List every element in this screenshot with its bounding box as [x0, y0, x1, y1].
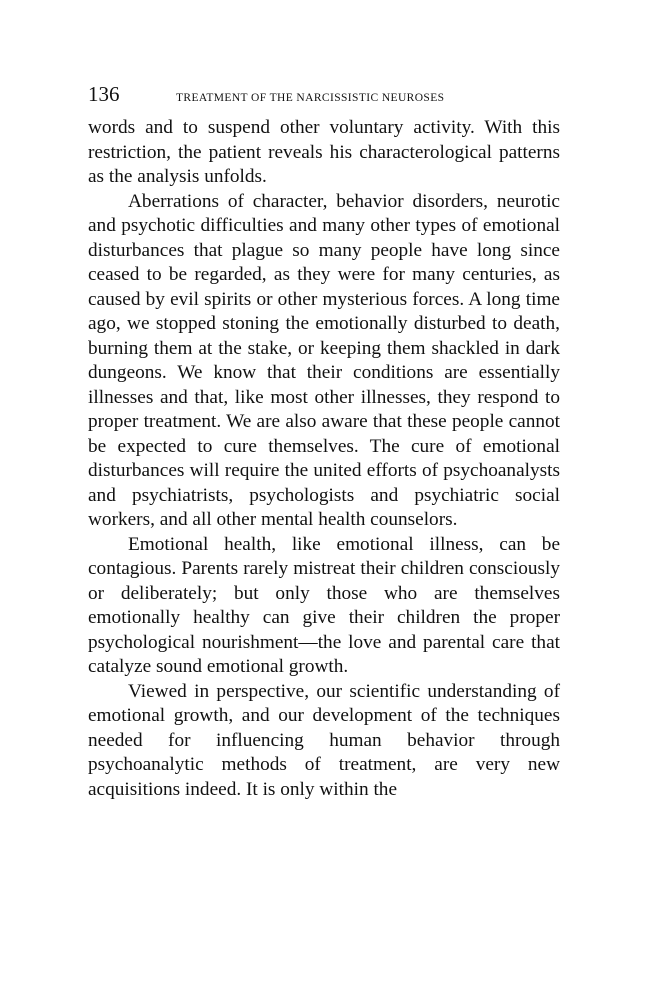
paragraph-emotional-health: Emotional health, like emotional illness, can be contagious. Parents rarely mistreat their children consciously or deliberately; but only those who are themselves emotionally healthy can give their children the proper psychological nourishment—the love and parental care that catalyze sound emotional growth.: [88, 533, 560, 677]
paragraph-aberrations: Aberrations of character, behavior disorders, neurotic and psychotic difficulties and many other types of emotional disturbances that plague so many people have long since ceased to be regarded, as they were for many centuries, as caused by evil spirits or other mysterious forces. A long time ago, we stopped stoning the emotionally disturbed to death, burning them at the stake, or keeping them shackled in dark dungeons. We know that their conditions are essentially illnesses and that, like most other illnesses, they respond to proper treatment. We are also aware that these people cannot be expected to cure themselves. The cure of emotional disturbances will require the united efforts of psychoanalysts and psychiatrists, psychologists and psychiatric social workers, and all other mental health counselors.: [88, 190, 560, 530]
paragraph-continuation: words and to suspend other voluntary activity. With this restriction, the patient reveals his characterological patterns as the analysis unfolds.: [88, 117, 560, 187]
book-page: [88, 82, 560, 802]
page-number: 136: [88, 82, 120, 106]
running-header: [88, 82, 560, 112]
running-title: TREATMENT OF THE NARCISSISTIC NEUROSES: [176, 92, 445, 104]
body-text: [88, 116, 560, 802]
paragraph-perspective: Viewed in perspective, our scientific understanding of emotional growth, and our development of the techniques needed for influencing human behavior through psychoanalytic methods of treatment, are very new acquisitions indeed. It is only within the: [88, 680, 560, 800]
